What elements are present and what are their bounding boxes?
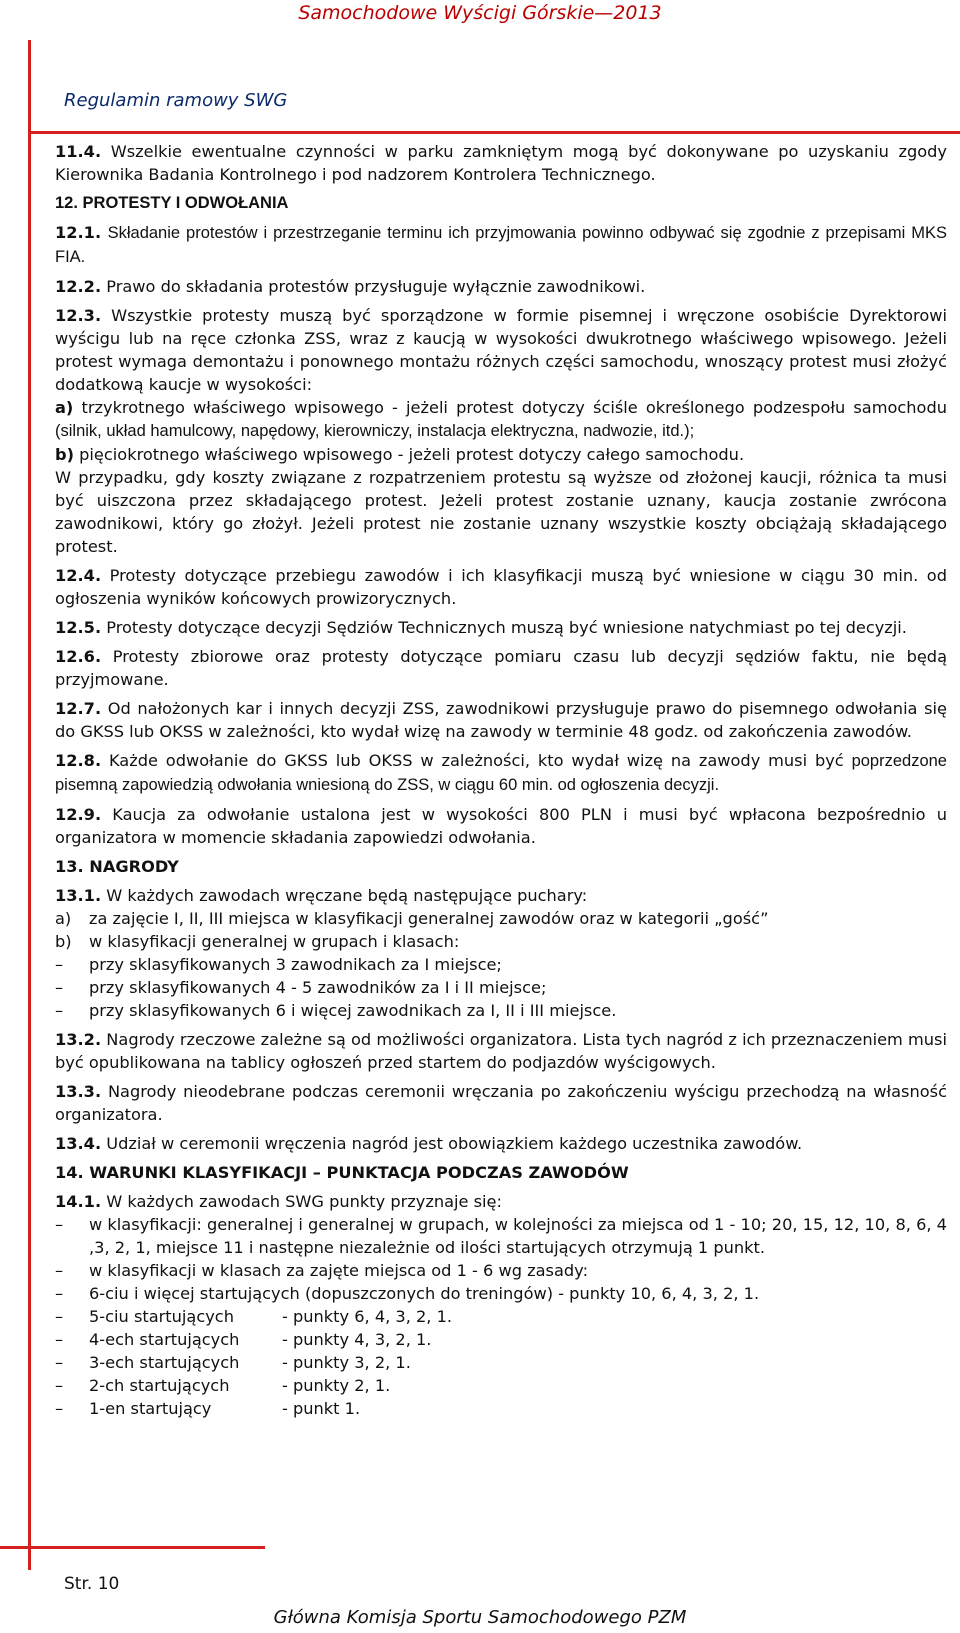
list-marker: – [55, 1330, 64, 1349]
section-12-1 [55, 221, 947, 269]
section-number: 12.7. [55, 699, 102, 718]
list-marker: – [55, 955, 64, 974]
section-number: 12.1. [55, 223, 102, 242]
document-body [55, 140, 947, 1420]
heading-14: 14. WARUNKI KLASYFIKACJI – PUNKTACJA PODCZAS ZAWODÓW [55, 1163, 629, 1182]
section-12-9 [55, 803, 947, 849]
section-11-4 [55, 140, 947, 186]
points-value: - punkty 4, 3, 2, 1. [282, 1330, 432, 1349]
section-text: Nagrody nieodebrane podczas ceremonii wręczania po zakończeniu wyścigu przechodzą na własność organizatora. [55, 1082, 947, 1124]
footer-organization: Główna Komisja Sportu Samochodowego PZM [273, 1607, 687, 1628]
section-text: Wszystkie protesty muszą być sporządzone w formie pisemnej i wręczone osobiście Dyrektorowi wyścigu lub na ręce członka ZSS, wraz z kaucją w wysokości dwukrotnego właściwego wpisowego. Jeżeli protest wymaga demontażu i ponownego montażu różnych części samochodu, wnoszący protest musi złożyć dodatkową kaucje w wysokości: [55, 306, 947, 394]
list-item [55, 1282, 947, 1305]
section-12-5 [55, 616, 947, 639]
list-marker: – [55, 1261, 64, 1280]
points-row [55, 1397, 947, 1420]
header-subtitle: Regulamin ramowy SWG [64, 90, 288, 111]
list-item [55, 999, 947, 1022]
section-text: Protesty zbiorowe oraz protesty dotyczące pomiaru czasu lub decyzji sędziów faktu, nie będą przyjmowane. [55, 647, 947, 689]
list-item [55, 976, 947, 999]
starters-count: 1-en startujący [89, 1399, 212, 1418]
points-value: - punkty 2, 1. [282, 1376, 391, 1395]
item-label: a) [55, 398, 74, 417]
starters-count: 5-ciu startujących [89, 1307, 234, 1326]
section-13-4 [55, 1132, 947, 1155]
section-13-1 [55, 884, 947, 907]
list-marker: – [55, 1001, 64, 1020]
section-text: Kaucja za odwołanie ustalona jest w wysokości 800 PLN i musi być wpłacona bezpośrednio u organizatora w momencie składania zapowiedzi odwołania. [55, 805, 947, 847]
section-text: W każdych zawodach SWG punkty przyznaje się: [106, 1192, 502, 1211]
starters-count: 2-ch startujących [89, 1376, 230, 1395]
section-number: 12.4. [55, 566, 102, 585]
section-text: Wszelkie ewentualne czynności w parku zamkniętym mogą być dokonywane po uzyskaniu zgody Kierownika Badania Kontrolnego i pod nadzorem Kontrolera Technicznego. [55, 142, 947, 184]
list-text: przy sklasyfikowanych 4 - 5 zawodników za I i II miejsce; [89, 978, 547, 997]
starters-count: 4-ech startujących [89, 1330, 240, 1349]
section-text-continued: poprzedzone pisemną zapowiedzią odwołania wniesioną do ZSS, w ciągu 60 min. od ogłoszenia decyzji. [55, 752, 947, 794]
heading-13: 13. NAGRODY [55, 857, 179, 876]
list-text: za zajęcie I, II, III miejsca w klasyfikacji generalnej zawodów oraz w kategorii „gość” [89, 909, 769, 928]
section-text: Protesty dotyczące przebiegu zawodów i ich klasyfikacji muszą być wniesione w ciągu 30 min. od ogłoszenia wyników końcowych prowizorycznych. [55, 566, 947, 608]
list-marker: – [55, 1353, 64, 1372]
item-text-detail: (silnik, układ hamulcowy, napędowy, kierowniczy, instalacja elektryczna, nadwozie, itd.); [55, 422, 695, 440]
list-marker: – [55, 1307, 64, 1326]
section-number: 13.3. [55, 1082, 102, 1101]
list-item [55, 907, 947, 930]
points-row [55, 1351, 947, 1374]
item-text: trzykrotnego właściwego wpisowego - jeżeli protest dotyczy ściśle określonego podzespołu samochodu [81, 398, 947, 417]
list-text: 6-ciu i więcej startujących (dopuszczonych do treningów) - punkty 10, 6, 4, 3, 2, 1. [89, 1284, 760, 1303]
list-text: przy sklasyfikowanych 3 zawodnikach za I miejsce; [89, 955, 502, 974]
list-item [55, 1213, 947, 1259]
section-14-1 [55, 1190, 947, 1213]
list-item [55, 1259, 947, 1282]
footer-rule [0, 1546, 265, 1549]
header-rule [28, 131, 960, 134]
section-12-3-tail: W przypadku, gdy koszty związane z rozpatrzeniem protestu są wyższe od złożonej kaucji, różnica ta musi być uiszczona przez składającego protest. Jeżeli protest zostanie uznany, kaucja zostanie zwrócona zawodnikowi, który go złożył. Jeżeli protest nie zostanie uznany wszystkie koszty obciążają składającego protest. [55, 468, 947, 556]
section-13-2 [55, 1028, 947, 1074]
section-number: 12.9. [55, 805, 102, 824]
section-12-3-b [55, 443, 947, 466]
section-number: 13.2. [55, 1030, 102, 1049]
starters-count: 3-ech startujących [89, 1353, 240, 1372]
list-marker: – [55, 1376, 64, 1395]
section-number: 13.1. [55, 886, 102, 905]
page-number: Str. 10 [64, 1574, 120, 1594]
points-value: - punkty 3, 2, 1. [282, 1353, 411, 1372]
item-text: pięciokrotnego właściwego wpisowego - jeżeli protest dotyczy całego samochodu. [79, 445, 745, 464]
list-text: przy sklasyfikowanych 6 i więcej zawodnikach za I, II i III miejsce. [89, 1001, 617, 1020]
list-marker: – [55, 1284, 64, 1303]
section-text: Prawo do składania protestów przysługuje wyłącznie zawodnikowi. [106, 277, 646, 296]
section-number: 12.8. [55, 751, 102, 770]
section-12-3 [55, 304, 947, 396]
section-12-2 [55, 275, 947, 298]
header-title: Samochodowe Wyścigi Górskie—2013 [298, 2, 662, 24]
list-marker: – [55, 1399, 64, 1418]
list-text: w klasyfikacji generalnej w grupach i klasach: [89, 932, 460, 951]
section-12-7 [55, 697, 947, 743]
section-text: W każdych zawodach wręczane będą następujące puchary: [106, 886, 588, 905]
section-text: Udział w ceremonii wręczenia nagród jest obowiązkiem każdego uczestnika zawodów. [106, 1134, 803, 1153]
section-text: Od nałożonych kar i innych decyzji ZSS, zawodnikowi przysługuje prawo do pisemnego odwołania się do GKSS lub OKSS w zależności, kto wydał wizę na zawody w terminie 48 godz. od zakończenia zawodów. [55, 699, 947, 741]
section-number: 14.1. [55, 1192, 102, 1211]
section-text: Składanie protestów i przestrzeganie terminu ich przyjmowania powinno odbywać się zgodnie z przepisami MKS FIA. [55, 224, 947, 266]
list-marker: a) [55, 909, 72, 928]
list-marker: – [55, 1215, 64, 1234]
section-text: Nagrody rzeczowe zależne są od możliwości organizatora. Lista tych nagród z ich przeznaczeniem musi być opublikowana na tablicy ogłoszeń przed startem do podjazdów wyścigowych. [55, 1030, 947, 1072]
section-text: Protesty dotyczące decyzji Sędziów Technicznych muszą być wniesione natychmiast po tej decyzji. [106, 618, 907, 637]
heading-12: 12. PROTESTY I ODWOŁANIA [55, 194, 289, 212]
list-marker: – [55, 978, 64, 997]
list-item [55, 953, 947, 976]
list-marker: b) [55, 932, 72, 951]
section-12-6 [55, 645, 947, 691]
section-number: 12.5. [55, 618, 102, 637]
points-row [55, 1305, 947, 1328]
list-text: w klasyfikacji w klasach za zajęte miejsca od 1 - 6 wg zasady: [89, 1261, 589, 1280]
section-12-3-a [55, 396, 947, 443]
section-number: 12.3. [55, 306, 102, 325]
section-number: 12.6. [55, 647, 102, 666]
list-text: w klasyfikacji: generalnej i generalnej w grupach, w kolejności za miejsca od 1 - 10; 20, 15, 12, 10, 8, 6, 4 ,3, 2, 1, miejsce 11 i następne niezależnie od ilości startujących otrzymują 1 punkt. [89, 1215, 947, 1257]
vertical-rule [28, 40, 31, 1570]
section-12-8 [55, 749, 947, 797]
section-text: Każde odwołanie do GKSS lub OKSS w zależności, kto wydał wizę na zawody musi być [108, 751, 844, 770]
points-row [55, 1374, 947, 1397]
points-row [55, 1328, 947, 1351]
section-13-3 [55, 1080, 947, 1126]
points-value: - punkt 1. [282, 1399, 361, 1418]
section-number: 11.4. [55, 142, 102, 161]
item-label: b) [55, 445, 74, 464]
list-item [55, 930, 947, 953]
section-number: 13.4. [55, 1134, 102, 1153]
points-value: - punkty 6, 4, 3, 2, 1. [282, 1307, 453, 1326]
section-12-4 [55, 564, 947, 610]
section-number: 12.2. [55, 277, 102, 296]
